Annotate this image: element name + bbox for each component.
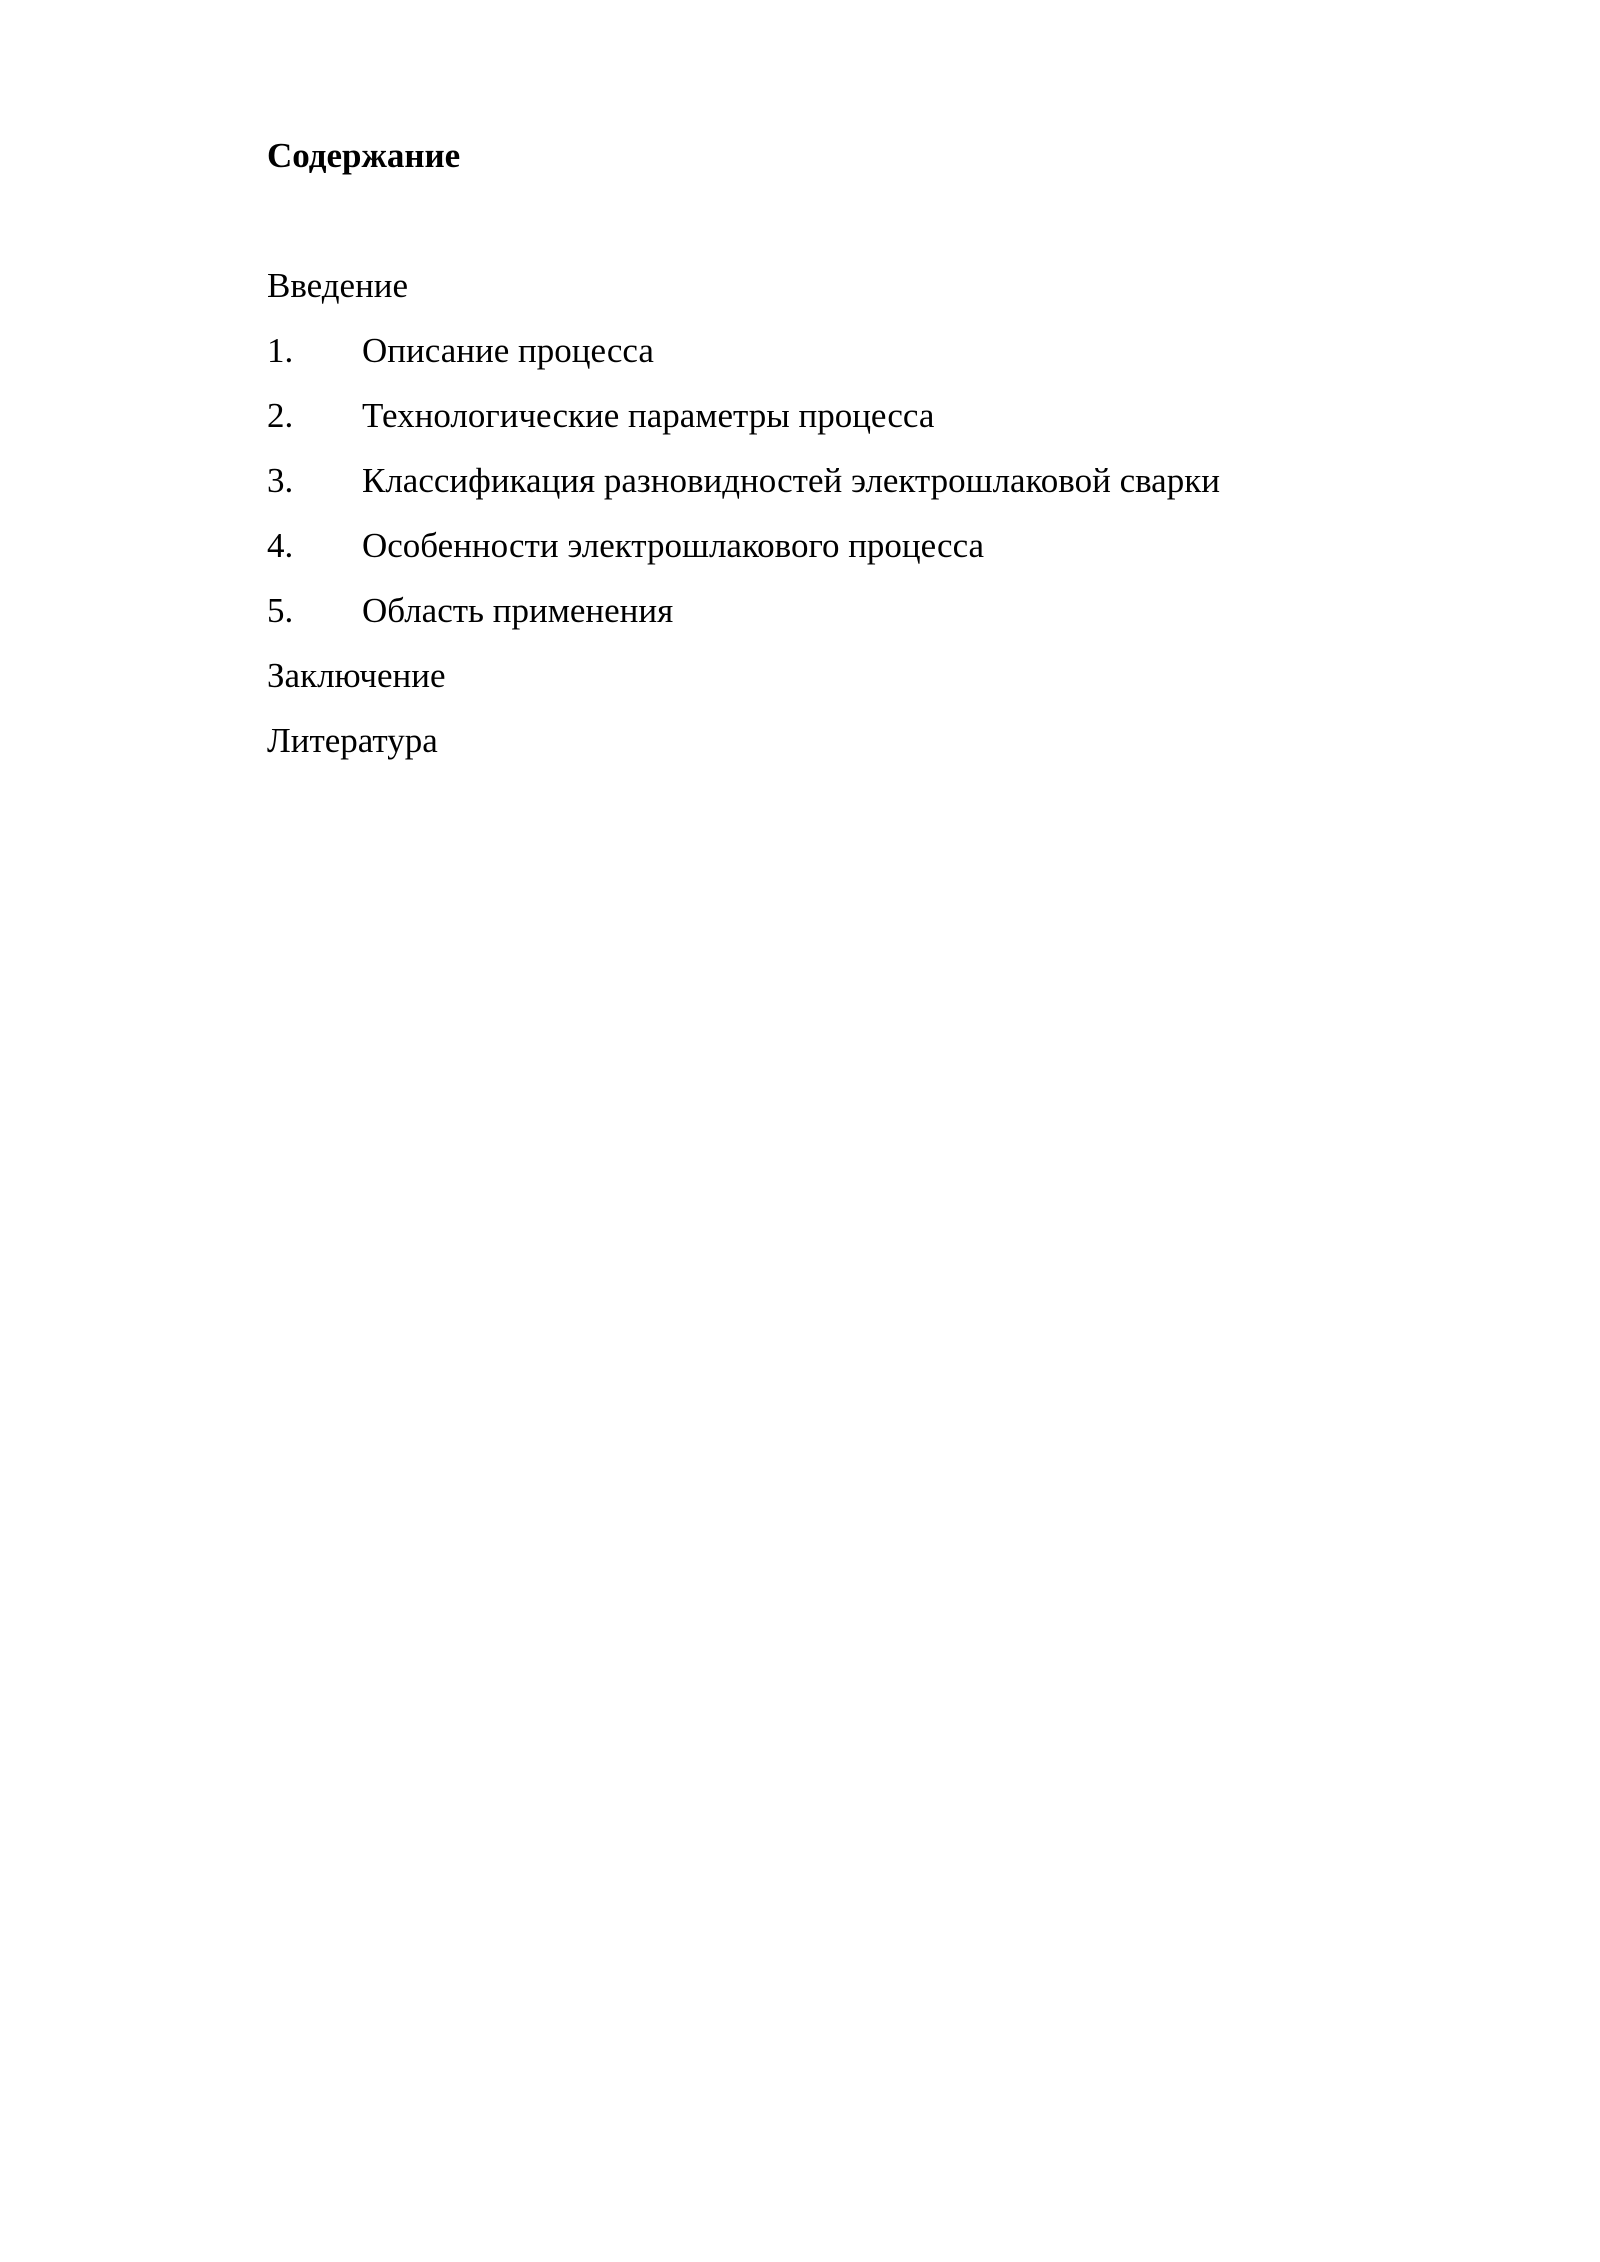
toc-entry-intro	[267, 264, 1467, 329]
toc-entry-label: Классификация разновидностей электрошлаковой сварки	[362, 461, 1220, 500]
table-of-contents	[267, 264, 1467, 784]
page-title: Содержание	[267, 136, 461, 175]
toc-entry-5	[267, 589, 1467, 654]
toc-entry-label: Технологические параметры процесса	[362, 396, 935, 435]
toc-entry-label: Литература	[267, 721, 438, 760]
toc-entry-label: Особенности электрошлакового процесса	[362, 526, 985, 565]
toc-entry-2	[267, 394, 1467, 459]
toc-entry-number: 5.	[267, 591, 294, 630]
toc-entry-conclusion	[267, 654, 1467, 719]
toc-entry-number: 1.	[267, 331, 294, 370]
toc-entry-label: Область применения	[362, 591, 674, 630]
toc-entry-number: 3.	[267, 461, 294, 500]
toc-entry-literature	[267, 719, 1467, 784]
toc-entry-label: Заключение	[267, 656, 446, 695]
toc-entry-3	[267, 459, 1467, 524]
toc-entry-label: Описание процесса	[362, 331, 654, 370]
toc-entry-label: Введение	[267, 266, 409, 305]
toc-entry-1	[267, 329, 1467, 394]
toc-entry-number: 4.	[267, 526, 294, 565]
toc-entry-4	[267, 524, 1467, 589]
toc-entry-number: 2.	[267, 396, 294, 435]
